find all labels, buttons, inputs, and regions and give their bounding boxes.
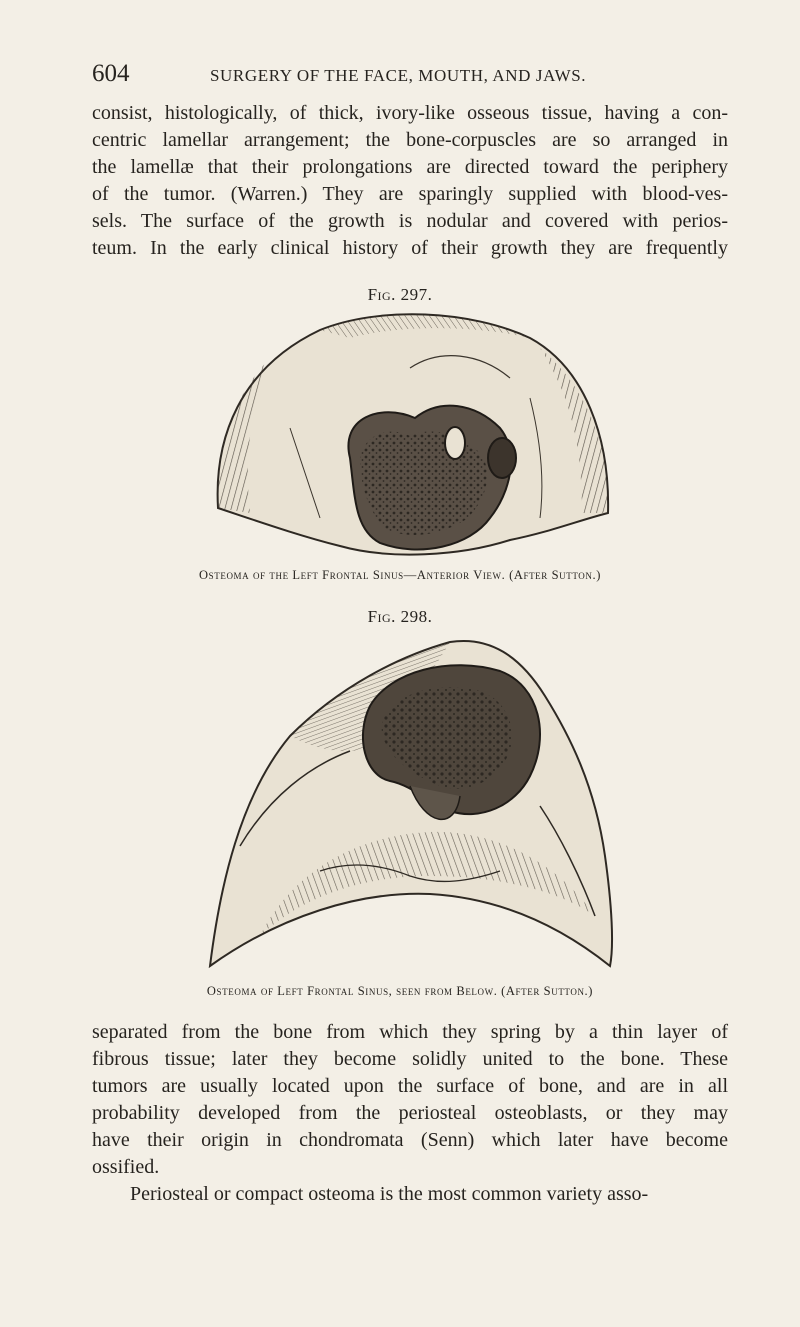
paragraph-top <box>92 100 728 262</box>
text-line: sels. The surface of the growth is nodular and covered with perios- <box>92 210 728 232</box>
figure-297-illustration <box>210 308 616 564</box>
text-line: teum. In the early clinical history of their growth they are frequently <box>92 237 728 259</box>
figure-297-caption: Osteoma of the Left Frontal Sinus—Anterior View. (After Sutton.) <box>199 568 601 582</box>
figure-298-illustration <box>200 636 618 972</box>
figure-298-label: Fig. 298. <box>367 607 433 626</box>
text-line: separated from the bone from which they spring by a thin layer of <box>92 1021 728 1043</box>
text-line: have their origin in chondromata (Senn) which later have become <box>92 1129 728 1151</box>
text-line: of the tumor. (Warren.) They are sparingly supplied with blood-ves- <box>92 183 728 205</box>
text-line: tumors are usually located upon the surface of bone, and are in all <box>92 1075 728 1097</box>
text-line: the lamellæ that their prolongations are directed toward the periphery <box>92 156 728 178</box>
text-line: consist, histologically, of thick, ivory-like osseous tissue, having a con- <box>92 102 728 124</box>
text-line: fibrous tissue; later they become solidly united to the bone. These <box>92 1048 728 1070</box>
text-line: ossified. <box>92 1156 160 1178</box>
figure-298-caption: Osteoma of Left Frontal Sinus, seen from Below. (After Sutton.) <box>206 984 594 998</box>
text-line: probability developed from the periosteal osteoblasts, or they may <box>92 1102 728 1124</box>
running-header <box>92 60 720 92</box>
text-line-indented: Periosteal or compact osteoma is the most common variety asso- <box>130 1183 649 1205</box>
running-head-title: SURGERY OF THE FACE, MOUTH, AND JAWS. <box>210 66 587 85</box>
page-number: 604 <box>92 60 130 87</box>
figure-297-label: Fig. 297. <box>367 285 433 304</box>
paragraph-bottom <box>92 1019 728 1208</box>
text-line: centric lamellar arrangement; the bone-corpuscles are so arranged in <box>92 129 728 151</box>
